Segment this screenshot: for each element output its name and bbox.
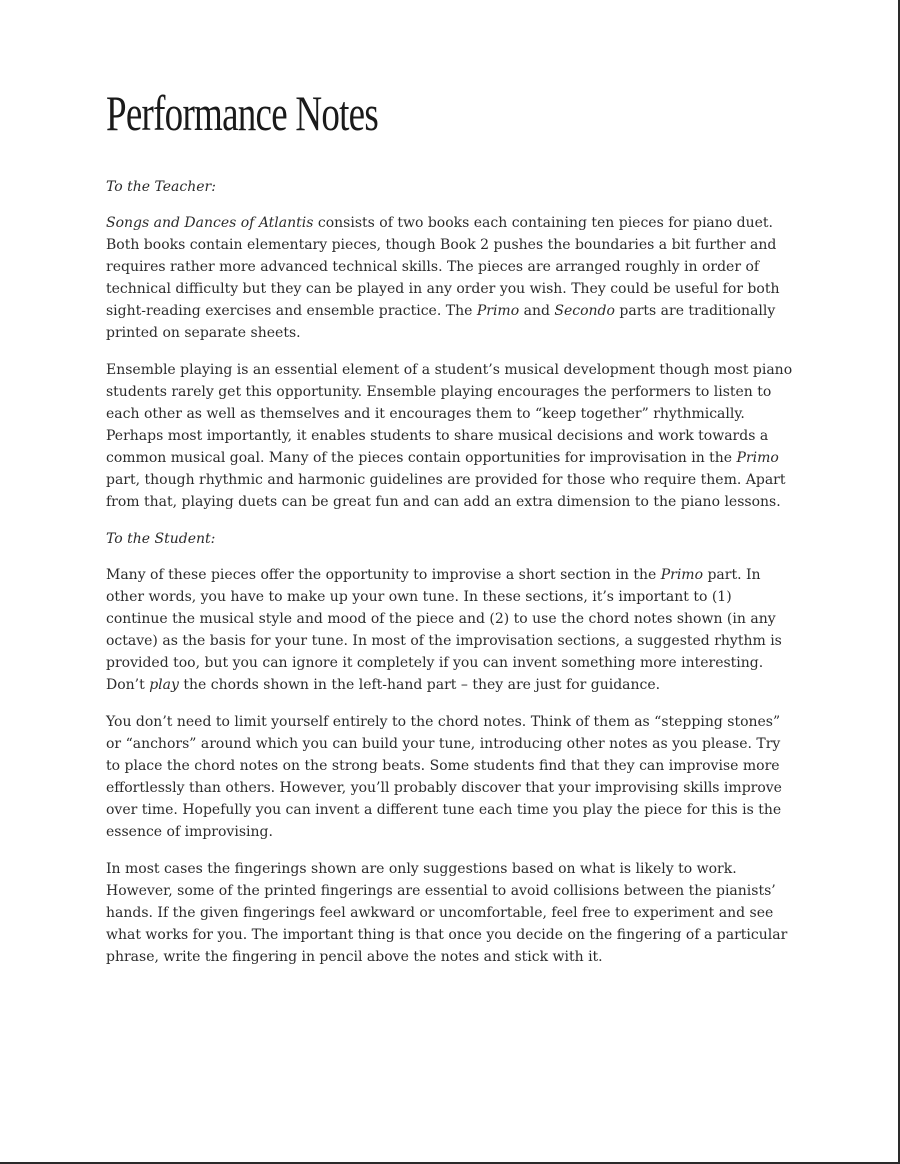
student-p1-text-1: Many of these pieces offer the opportunity to improvise a short section in the <box>106 567 661 583</box>
primo-term: Primo <box>736 450 779 466</box>
secondo-term: Secondo <box>554 303 615 319</box>
student-p1-text-2: part. In other words, you have to make up your own tune. In these sections, it’s important to (1) continue the musical style and mood of the piece and (2) to use the chord notes shown (in any octave) as the basis for your tune. In most of the improvisation sections, a suggested rhythm is provided too, but you can ignore it completely if you can invent something more interesting. Don’t <box>106 567 782 693</box>
student-paragraph-3: In most cases the fingerings shown are only suggestions based on what is likely to work. However, some of the printed fingerings are essential to avoid collisions between the pianists’ hands. If the given fingerings feel awkward or uncomfortable, feel free to experiment and see what works for you. The important thing is that once you decide on the fingering of a particular phrase, write the fingering in pencil above the notes and stick with it. <box>106 861 788 965</box>
teacher-paragraph-1 <box>106 212 796 344</box>
document-content <box>106 80 796 983</box>
teacher-paragraph-2 <box>106 359 796 513</box>
primo-term: Primo <box>660 567 703 583</box>
teacher-p1-text-2: parts are traditionally printed on separate sheets. <box>106 303 776 341</box>
teacher-p1-and: and <box>519 303 555 319</box>
play-term: play <box>149 677 179 693</box>
primo-term: Primo <box>476 303 520 319</box>
student-heading: To the Student: <box>106 531 216 547</box>
teacher-p2-text-1: Ensemble playing is an essential element of a student’s musical development though most piano students rarely get this opportunity. Ensemble playing encourages the performers to listen to each other as well as themselves and it encourages them to “keep together” rhythmically. Perhaps most importantly, it enables students to share musical decisions and work towards a common musical goal. Many of the pieces contain opportunities for improvisation in the <box>106 362 793 466</box>
teacher-heading: To the Teacher: <box>106 179 216 195</box>
page-title: Performance Notes <box>106 85 379 141</box>
student-paragraph-2: You don’t need to limit yourself entirely to the chord notes. Think of them as “stepping stones” or “anchors” around which you can build your tune, introducing other notes as you please. Try to place the chord notes on the strong beats. Some students find that they can improvise more effortlessly than others. However, you’ll probably discover that your improvising skills improve over time. Hopefully you can invent a different tune each time you play the piece for this is the essence of improvising. <box>106 714 782 840</box>
student-paragraph-1 <box>106 564 796 696</box>
student-p1-text-3: the chords shown in the left-hand part – they are just for guidance. <box>178 677 661 693</box>
teacher-p1-text-1: consists of two books each containing ten pieces for piano duet. Both books contain elementary pieces, though Book 2 pushes the boundaries a bit further and requires rather more advanced technical skills. The pieces are arranged roughly in order of technical difficulty but they can be played in any order you wish. They could be useful for both sight-reading exercises and ensemble practice. The <box>106 215 780 319</box>
book-title: Songs and Dances of Atlantis <box>106 215 314 231</box>
teacher-p2-text-2: part, though rhythmic and harmonic guidelines are provided for those who require them. Apart from that, playing duets can be great fun and can add an extra dimension to the piano lessons. <box>106 472 786 510</box>
